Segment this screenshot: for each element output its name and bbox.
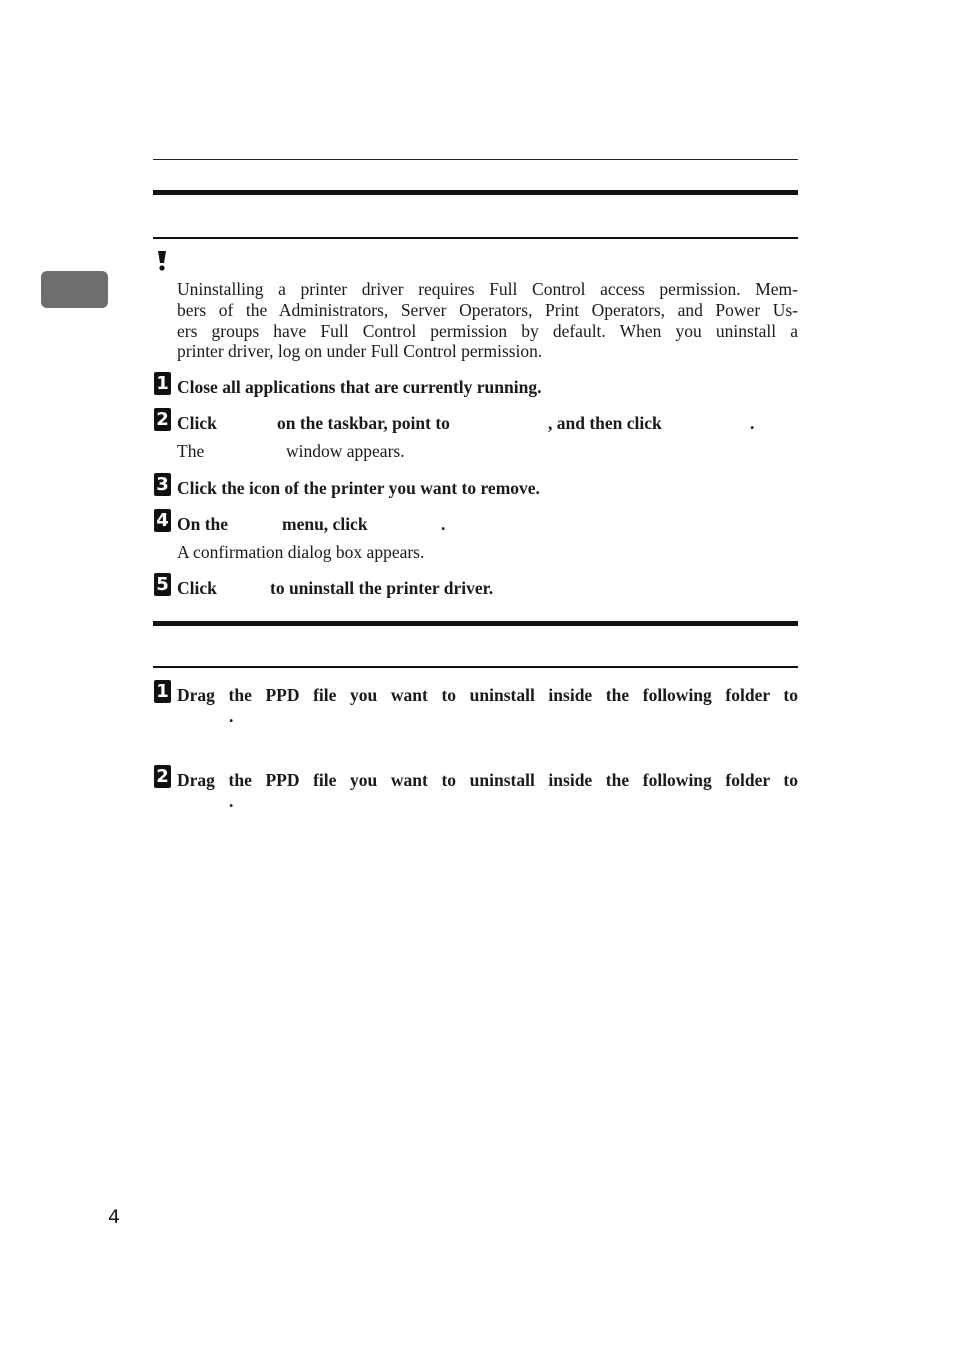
section-rule xyxy=(153,621,798,626)
step-number: 1 xyxy=(154,680,171,703)
header-rule xyxy=(153,159,798,160)
step-text-end: . xyxy=(229,706,234,726)
subsection-rule xyxy=(153,666,798,668)
note-line: printer driver, log on under Full Control permission. xyxy=(177,341,543,362)
step-number: 2 xyxy=(154,765,171,788)
step-number: 4 xyxy=(154,509,171,532)
step-text: Drag the PPD file you want to uninstall inside the following folder to xyxy=(177,685,798,705)
chapter-tab xyxy=(41,271,108,308)
note-text xyxy=(177,279,798,362)
note-line: Uninstalling a printer driver requires Full Control access permission. Mem- xyxy=(177,279,798,299)
section-rule xyxy=(153,190,798,195)
step-text: Drag the PPD file you want to uninstall inside the following folder to xyxy=(177,770,798,790)
step-text-end: . xyxy=(229,791,234,811)
step-number: 1 xyxy=(154,372,171,395)
step-number: 3 xyxy=(154,473,171,496)
step-number: 2 xyxy=(154,408,171,431)
page-number: 4 xyxy=(108,1206,121,1228)
note-line: ers groups have Full Control permission by default. When you uninstall a xyxy=(177,320,798,341)
step-number: 5 xyxy=(154,573,171,596)
important-icon xyxy=(154,250,170,272)
subsection-rule xyxy=(153,237,798,239)
note-line: bers of the Administrators, Server Operators, Print Operators, and Power Us- xyxy=(177,299,798,320)
